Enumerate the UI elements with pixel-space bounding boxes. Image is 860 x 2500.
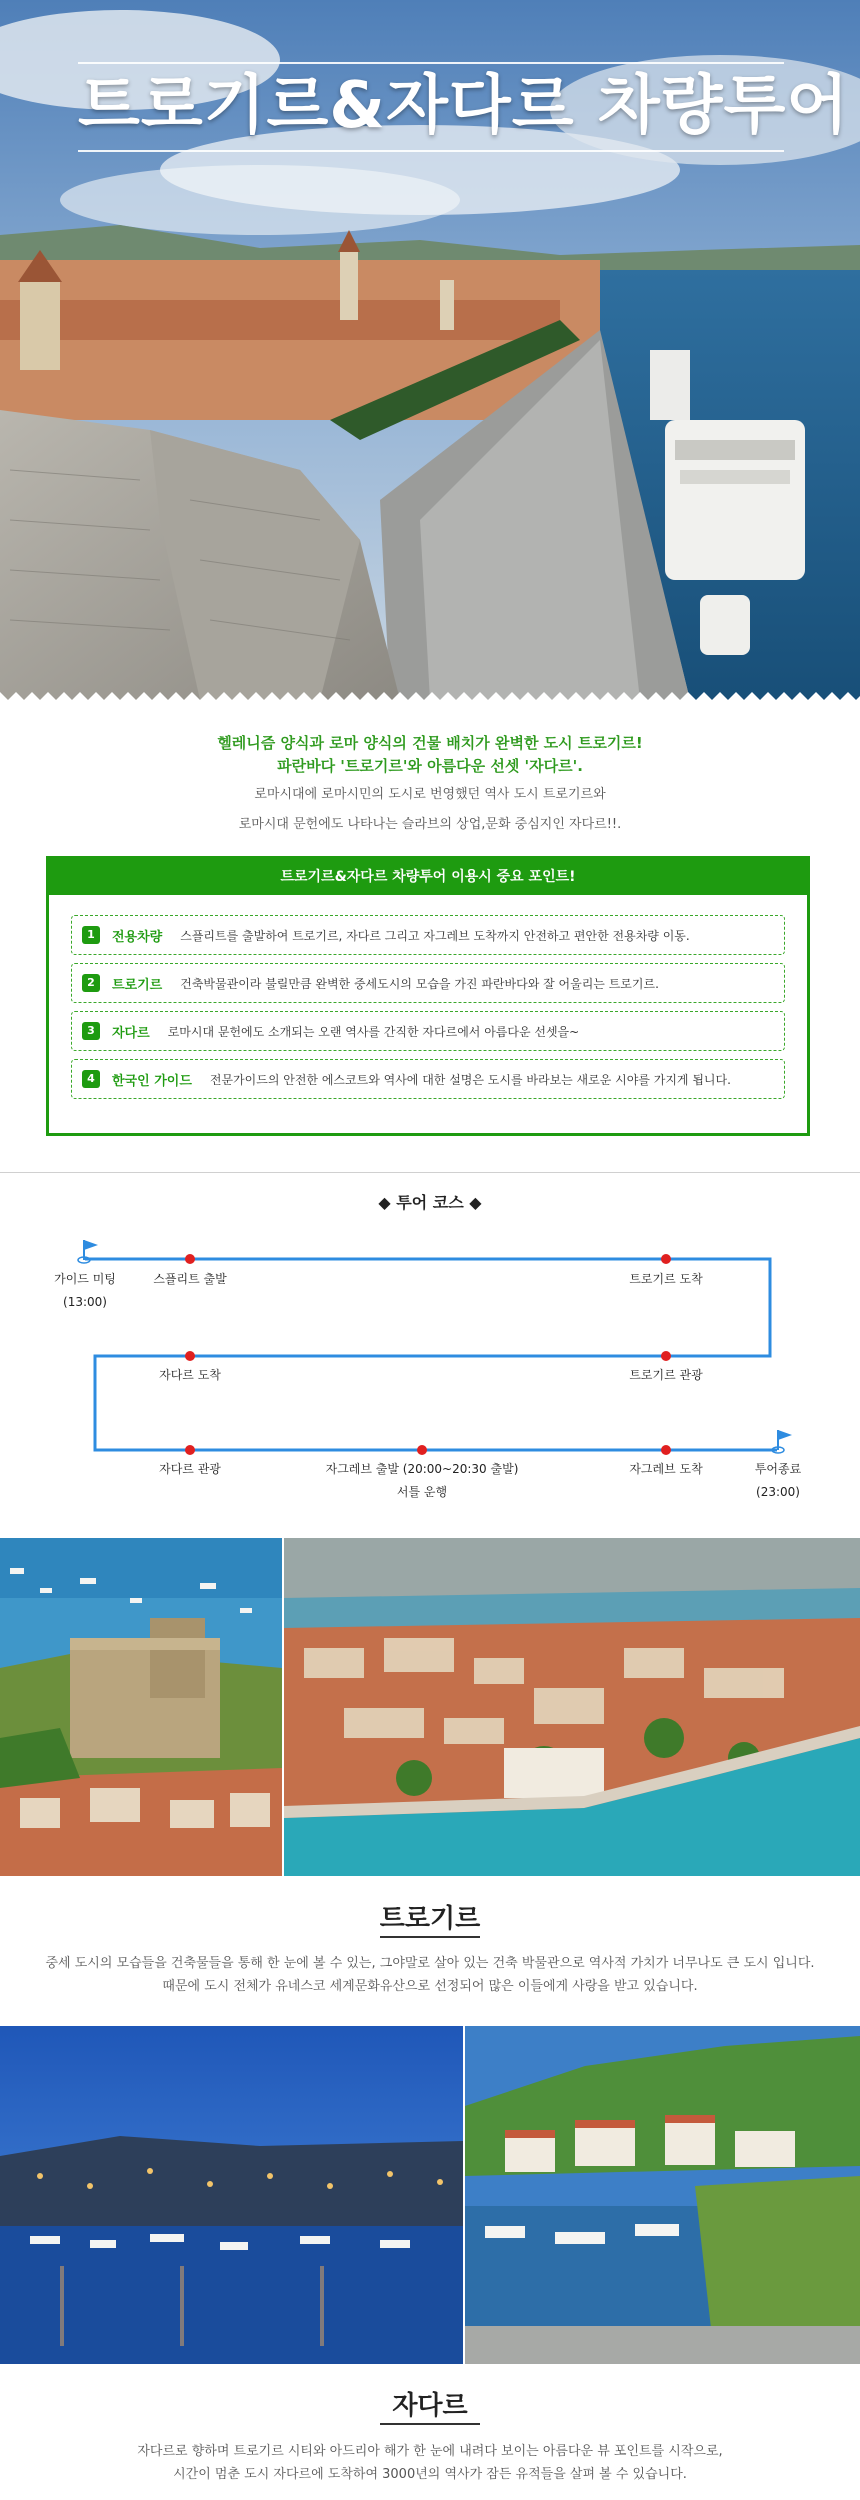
zadar-sunset-photo xyxy=(0,2026,463,2364)
zadar-harbor-photo xyxy=(465,2026,860,2364)
route-stop-zadar-arrive: 자다르 도착 xyxy=(159,1368,221,1382)
key-point-number: 3 xyxy=(82,1022,100,1040)
key-point-label: 한국인 가이드 xyxy=(112,1073,192,1089)
key-point-desc: 전문가이드의 안전한 에스코트와 역사에 대한 설명은 도시를 바라보는 새로운 시야를 가지게 됩니다. xyxy=(209,1072,731,1087)
intro-text-2: 로마시대 문헌에도 나타나는 슬라브의 상업,문화 중심지인 자다르!!. xyxy=(238,817,622,832)
key-points-list xyxy=(49,895,807,1099)
intro-section xyxy=(0,732,860,836)
key-point-number: 4 xyxy=(82,1070,100,1088)
intro-text-1: 로마시대에 로마시민의 도시로 번영했던 역사 도시 트로기르와 xyxy=(254,787,606,802)
hero-title-block xyxy=(78,62,850,152)
key-point-label: 트로기르 xyxy=(112,977,163,993)
trogir-title-rule xyxy=(380,1936,480,1938)
route-stop-meeting-time: (13:00) xyxy=(63,1295,107,1309)
route-stop-trogir-tour: 트로기르 관광 xyxy=(629,1368,703,1382)
route-dot-trogir-arrive xyxy=(661,1254,671,1264)
route-stop-end-time: (23:00) xyxy=(756,1485,800,1499)
key-point-item xyxy=(71,963,785,1003)
hero-banner xyxy=(0,0,860,700)
section-divider xyxy=(0,1172,860,1173)
zadar-title: 자다르 xyxy=(392,2391,468,2421)
route-dot-zagreb-depart xyxy=(417,1445,427,1455)
route-stop-zagreb-depart-label: 자그레브 출발 (20:00~20:30 출발) xyxy=(325,1462,519,1476)
route-title: ◆ 투어 코스 ◆ xyxy=(378,1193,482,1212)
zadar-text-1: 자다르로 향하며 트로기르 시티와 아드리아 해가 한 눈에 내려다 보이는 아름다운 뷰 포인트를 시작으로, xyxy=(137,2444,723,2459)
route-stop-end xyxy=(740,1460,816,1502)
trogir-description xyxy=(0,1952,860,1998)
key-point-label: 자다르 xyxy=(112,1025,150,1041)
key-point-label: 전용차량 xyxy=(112,929,163,945)
route-stop-trogir-arrive: 트로기르 도착 xyxy=(629,1272,703,1286)
key-point-number: 2 xyxy=(82,974,100,992)
route-stop-split-depart: 스플리트 출발 xyxy=(153,1272,227,1286)
zadar-description xyxy=(0,2440,860,2486)
route-stop-zagreb-arrive: 자그레브 도착 xyxy=(629,1462,703,1476)
zadar-title-rule xyxy=(380,2423,480,2425)
route-stop-zagreb-depart xyxy=(302,1460,542,1502)
zadar-text-2: 시간이 멈춘 도시 자다르에 도착하여 3000년의 역사가 잠든 유적들을 살펴 볼 수 있습니다. xyxy=(173,2467,687,2482)
key-point-item xyxy=(71,1059,785,1099)
route-stop-meeting xyxy=(46,1270,124,1312)
route-dot-trogir-tour xyxy=(661,1351,671,1361)
route-diagram xyxy=(0,1230,860,1520)
key-point-desc: 로마시대 문헌에도 소개되는 오랜 역사를 간직한 자다르에서 아름다운 선셋을~ xyxy=(167,1024,580,1039)
trogir-text-2: 때문에 도시 전체가 유네스코 세계문화유산으로 선정되어 많은 이들에게 사랑을 받고 있습니다. xyxy=(162,1979,698,1994)
trogir-title: 트로기르 xyxy=(379,1904,481,1934)
key-point-item xyxy=(71,915,785,955)
trogir-text-1: 중세 도시의 모습들을 건축물들을 통해 한 눈에 볼 수 있는, 그야말로 살아 있는 건축 박물관으로 역사적 가치가 너무나도 큰 도시 입니다. xyxy=(45,1956,815,1971)
hero-title: 트로기르&자다르 차량투어 xyxy=(78,69,850,143)
route-dot-zadar-tour xyxy=(185,1445,195,1455)
route-dot-zagreb-arrive xyxy=(661,1445,671,1455)
trogir-aerial-photo xyxy=(284,1538,860,1876)
intro-highlight-2: 파란바다 '트로기르'와 아름다운 선셋 '자다르'. xyxy=(277,757,583,775)
key-point-item xyxy=(71,1011,785,1051)
key-point-desc: 건축박물관이라 불릴만큼 완벽한 중세도시의 모습을 가진 파란바다와 잘 어울리는 트로기르. xyxy=(180,976,659,991)
route-dot-split-depart xyxy=(185,1254,195,1264)
route-stop-meeting-label: 가이드 미팅 xyxy=(54,1272,116,1286)
route-stop-end-label: 투어종료 xyxy=(754,1462,802,1476)
key-points-box xyxy=(46,856,810,1136)
trogir-fortress-photo xyxy=(0,1538,282,1876)
key-points-title: 트로기르&자다르 차량투어 이용시 중요 포인트! xyxy=(49,859,807,895)
key-point-number: 1 xyxy=(82,926,100,944)
key-point-desc: 스플리트를 출발하여 트로기르, 자다르 그리고 자그레브 도착까지 안전하고 편안한 전용차량 이동. xyxy=(180,928,690,943)
route-dot-zadar-arrive xyxy=(185,1351,195,1361)
intro-highlight-1: 헬레니즘 양식과 로마 양식의 건물 배치가 완벽한 도시 트로기르! xyxy=(217,734,643,752)
route-stop-zadar-tour: 자다르 관광 xyxy=(159,1462,221,1476)
route-stop-zagreb-depart-sub: 서틀 운행 xyxy=(396,1485,448,1499)
hero-bottom-rule xyxy=(78,150,784,152)
